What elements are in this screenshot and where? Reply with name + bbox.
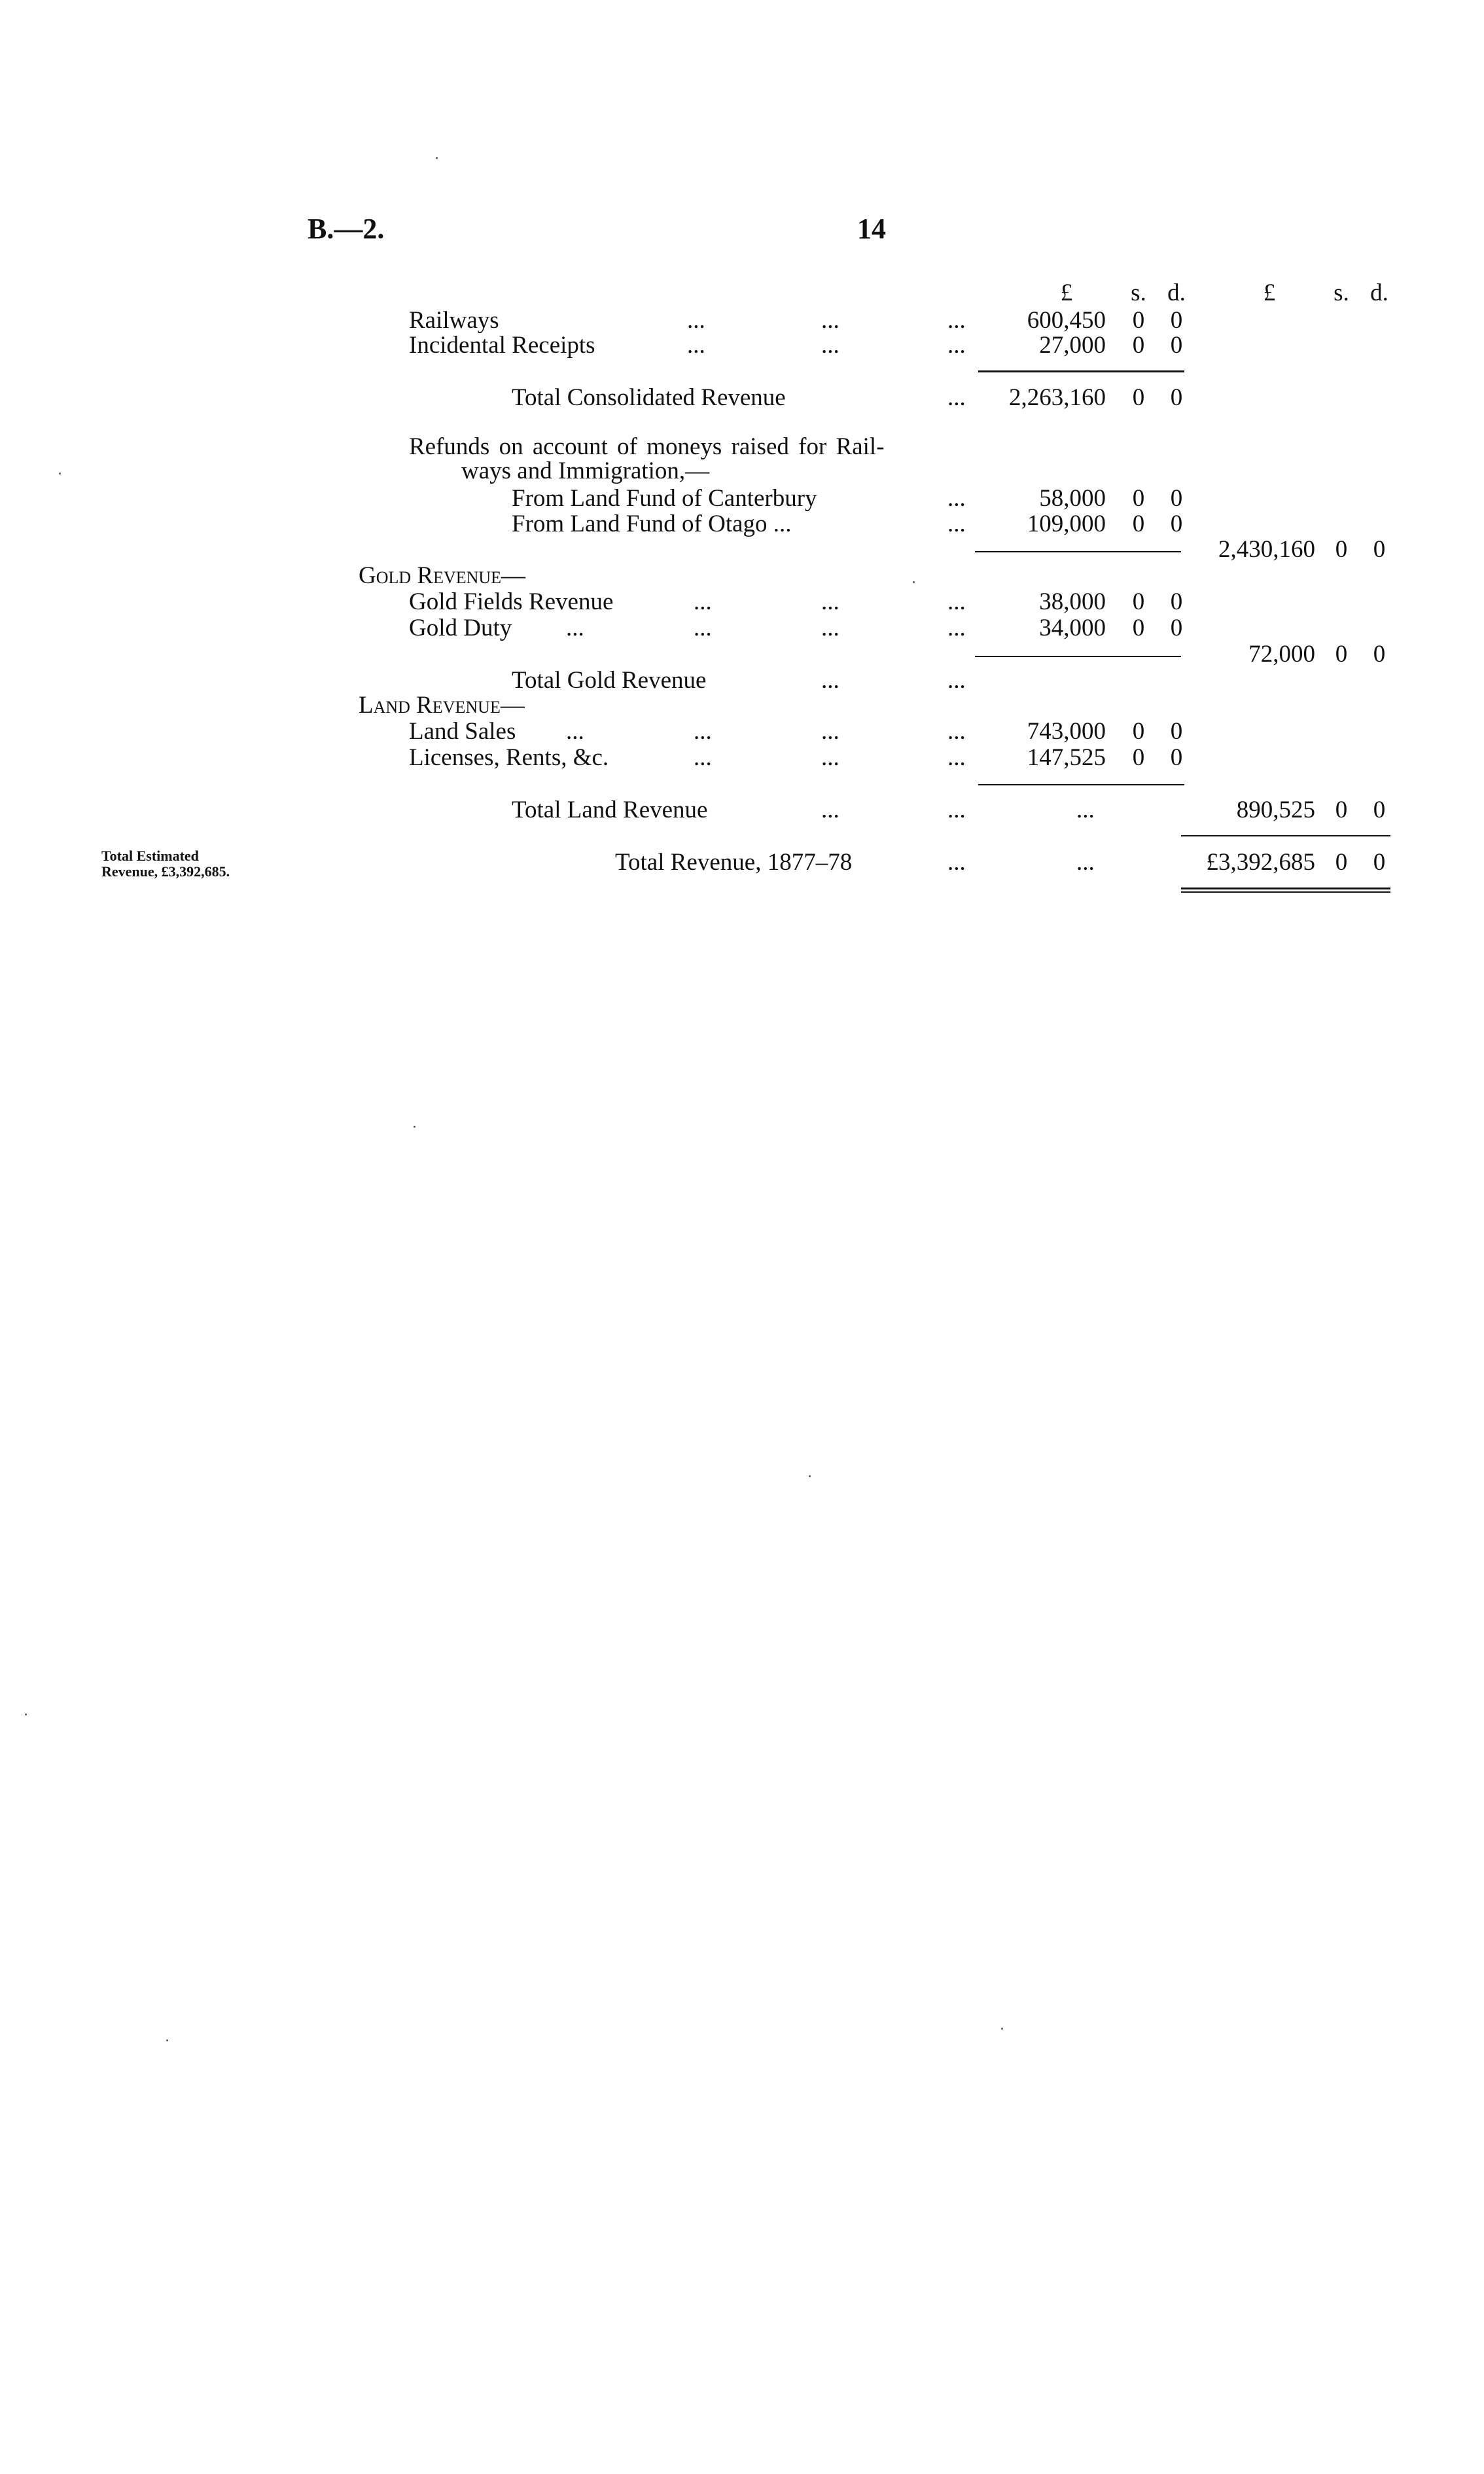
- railways-pounds: 600,450: [1027, 307, 1106, 334]
- gold-duty-shillings: 0: [1132, 615, 1145, 641]
- leader-dots: ...: [694, 718, 712, 745]
- leader-dots: ...: [947, 332, 966, 359]
- land-sales-pence: 0: [1170, 718, 1183, 745]
- total-consolidated-revenue-pence: 0: [1170, 384, 1183, 411]
- leader-dots: ...: [687, 332, 705, 359]
- gold-fields-revenue-shillings: 0: [1132, 588, 1145, 615]
- scan-speck: [913, 581, 915, 583]
- col-shillings-outer: s.: [1334, 279, 1349, 306]
- col-shillings-inner: s.: [1131, 279, 1146, 306]
- leader-dots: ...: [694, 588, 712, 615]
- gold-duty-pence: 0: [1170, 615, 1183, 641]
- land-sales-label: Land Sales: [409, 718, 516, 745]
- leader-dots: ...: [947, 849, 966, 876]
- incidental-receipts-label: Incidental Receipts: [409, 332, 595, 359]
- licenses-rents-pounds: 147,525: [1027, 744, 1106, 771]
- scan-speck: [25, 1713, 27, 1715]
- leader-dots: ...: [947, 485, 966, 512]
- subtotal-rule: [975, 551, 1181, 552]
- total-land-revenue-pounds: 890,525: [1236, 797, 1315, 823]
- canterbury-pounds: 58,000: [1039, 485, 1106, 512]
- leader-dots: ...: [947, 615, 966, 641]
- double-rule-bottom: [1181, 891, 1390, 893]
- sidenote-line1: Total Estimated: [101, 848, 199, 864]
- incidental-receipts-pence: 0: [1170, 332, 1183, 359]
- total-revenue-pence: 0: [1373, 849, 1386, 876]
- leader-dots: ...: [821, 667, 839, 694]
- leader-dots: ...: [821, 307, 839, 334]
- col-pence-inner: d.: [1167, 279, 1186, 306]
- gold-duty-label: Gold Duty: [409, 615, 512, 641]
- leader-dots: ...: [947, 307, 966, 334]
- gold-sum-shillings: 0: [1335, 641, 1348, 668]
- canterbury-label: From Land Fund of Canterbury: [512, 485, 817, 512]
- document-reference: B.—2.: [308, 213, 385, 245]
- total-land-revenue-label: Total Land Revenue: [512, 797, 708, 823]
- col-pounds-outer: £: [1263, 279, 1276, 306]
- canterbury-pence: 0: [1170, 485, 1183, 512]
- leader-dots: ...: [947, 384, 966, 411]
- subtotal-rule: [978, 370, 1184, 372]
- total-consolidated-revenue-label: Total Consolidated Revenue: [512, 384, 786, 411]
- leader-dots: ...: [821, 588, 839, 615]
- leader-dots: ...: [947, 744, 966, 771]
- leader-dots: ...: [566, 615, 584, 641]
- leader-dots: ...: [947, 511, 966, 537]
- railways-label: Railways: [409, 307, 499, 334]
- land-revenue-heading: Land Revenue—: [359, 692, 525, 719]
- consolidated-sum-pence: 0: [1373, 536, 1386, 563]
- leader-dots: ...: [821, 797, 839, 823]
- licenses-rents-pence: 0: [1170, 744, 1183, 771]
- leader-dots: ...: [947, 797, 966, 823]
- leader-dots: ...: [1076, 797, 1095, 823]
- gold-revenue-heading: Gold Revenue—: [359, 562, 526, 589]
- total-revenue-label: Total Revenue, 1877–78: [615, 849, 853, 876]
- consolidated-sum-shillings: 0: [1335, 536, 1348, 563]
- leader-dots: ...: [1076, 849, 1095, 876]
- gold-fields-revenue-label: Gold Fields Revenue: [409, 588, 614, 615]
- leader-dots: ...: [947, 588, 966, 615]
- leader-dots: ...: [821, 718, 839, 745]
- gold-sum-pounds: 72,000: [1248, 641, 1315, 668]
- total-land-revenue-shillings: 0: [1335, 797, 1348, 823]
- total-consolidated-revenue-pounds: 2,263,160: [1009, 384, 1106, 411]
- railways-pence: 0: [1170, 307, 1183, 334]
- incidental-receipts-shillings: 0: [1132, 332, 1145, 359]
- consolidated-sum-pounds: 2,430,160: [1218, 536, 1315, 563]
- double-rule-top: [1181, 887, 1390, 889]
- leader-dots: ...: [821, 615, 839, 641]
- leader-dots: ...: [566, 718, 584, 745]
- leader-dots: ...: [821, 744, 839, 771]
- subtotal-rule: [978, 784, 1184, 785]
- otago-label: From Land Fund of Otago ...: [512, 511, 792, 537]
- scan-speck: [1001, 2028, 1003, 2030]
- gold-fields-revenue-pence: 0: [1170, 588, 1183, 615]
- railways-shillings: 0: [1132, 307, 1145, 334]
- page-number: 14: [857, 213, 886, 245]
- total-consolidated-revenue-shillings: 0: [1132, 384, 1145, 411]
- otago-pence: 0: [1170, 511, 1183, 537]
- leader-dots: ...: [947, 667, 966, 694]
- col-pence-outer: d.: [1370, 279, 1388, 306]
- total-gold-revenue-label: Total Gold Revenue: [512, 667, 707, 694]
- leader-dots: ...: [694, 615, 712, 641]
- total-revenue-pounds: £3,392,685: [1206, 849, 1315, 876]
- sidenote-line2: Revenue, £3,392,685.: [101, 863, 230, 880]
- total-revenue-shillings: 0: [1335, 849, 1348, 876]
- scan-speck: [59, 473, 61, 475]
- scan-speck: [166, 2039, 168, 2041]
- land-sales-shillings: 0: [1132, 718, 1145, 745]
- otago-shillings: 0: [1132, 511, 1145, 537]
- land-sales-pounds: 743,000: [1027, 718, 1106, 745]
- leader-dots: ...: [694, 744, 712, 771]
- gold-sum-pence: 0: [1373, 641, 1386, 668]
- leader-dots: ...: [821, 332, 839, 359]
- total-rule: [1181, 835, 1390, 836]
- refunds-heading-continued: ways and Immigration,—: [461, 457, 710, 484]
- leader-dots: ...: [687, 307, 705, 334]
- licenses-rents-label: Licenses, Rents, &c.: [409, 744, 609, 771]
- refunds-heading: Refunds on account of moneys raised for Rail-: [409, 433, 885, 460]
- scan-speck: [809, 1475, 811, 1477]
- gold-fields-revenue-pounds: 38,000: [1039, 588, 1106, 615]
- gold-duty-pounds: 34,000: [1039, 615, 1106, 641]
- otago-pounds: 109,000: [1027, 511, 1106, 537]
- scan-speck: [436, 157, 438, 159]
- total-land-revenue-pence: 0: [1373, 797, 1386, 823]
- subtotal-rule: [975, 656, 1181, 657]
- licenses-rents-shillings: 0: [1132, 744, 1145, 771]
- scan-speck: [414, 1126, 415, 1128]
- leader-dots: ...: [947, 718, 966, 745]
- col-pounds-inner: £: [1060, 279, 1073, 306]
- canterbury-shillings: 0: [1132, 485, 1145, 512]
- incidental-receipts-pounds: 27,000: [1039, 332, 1106, 359]
